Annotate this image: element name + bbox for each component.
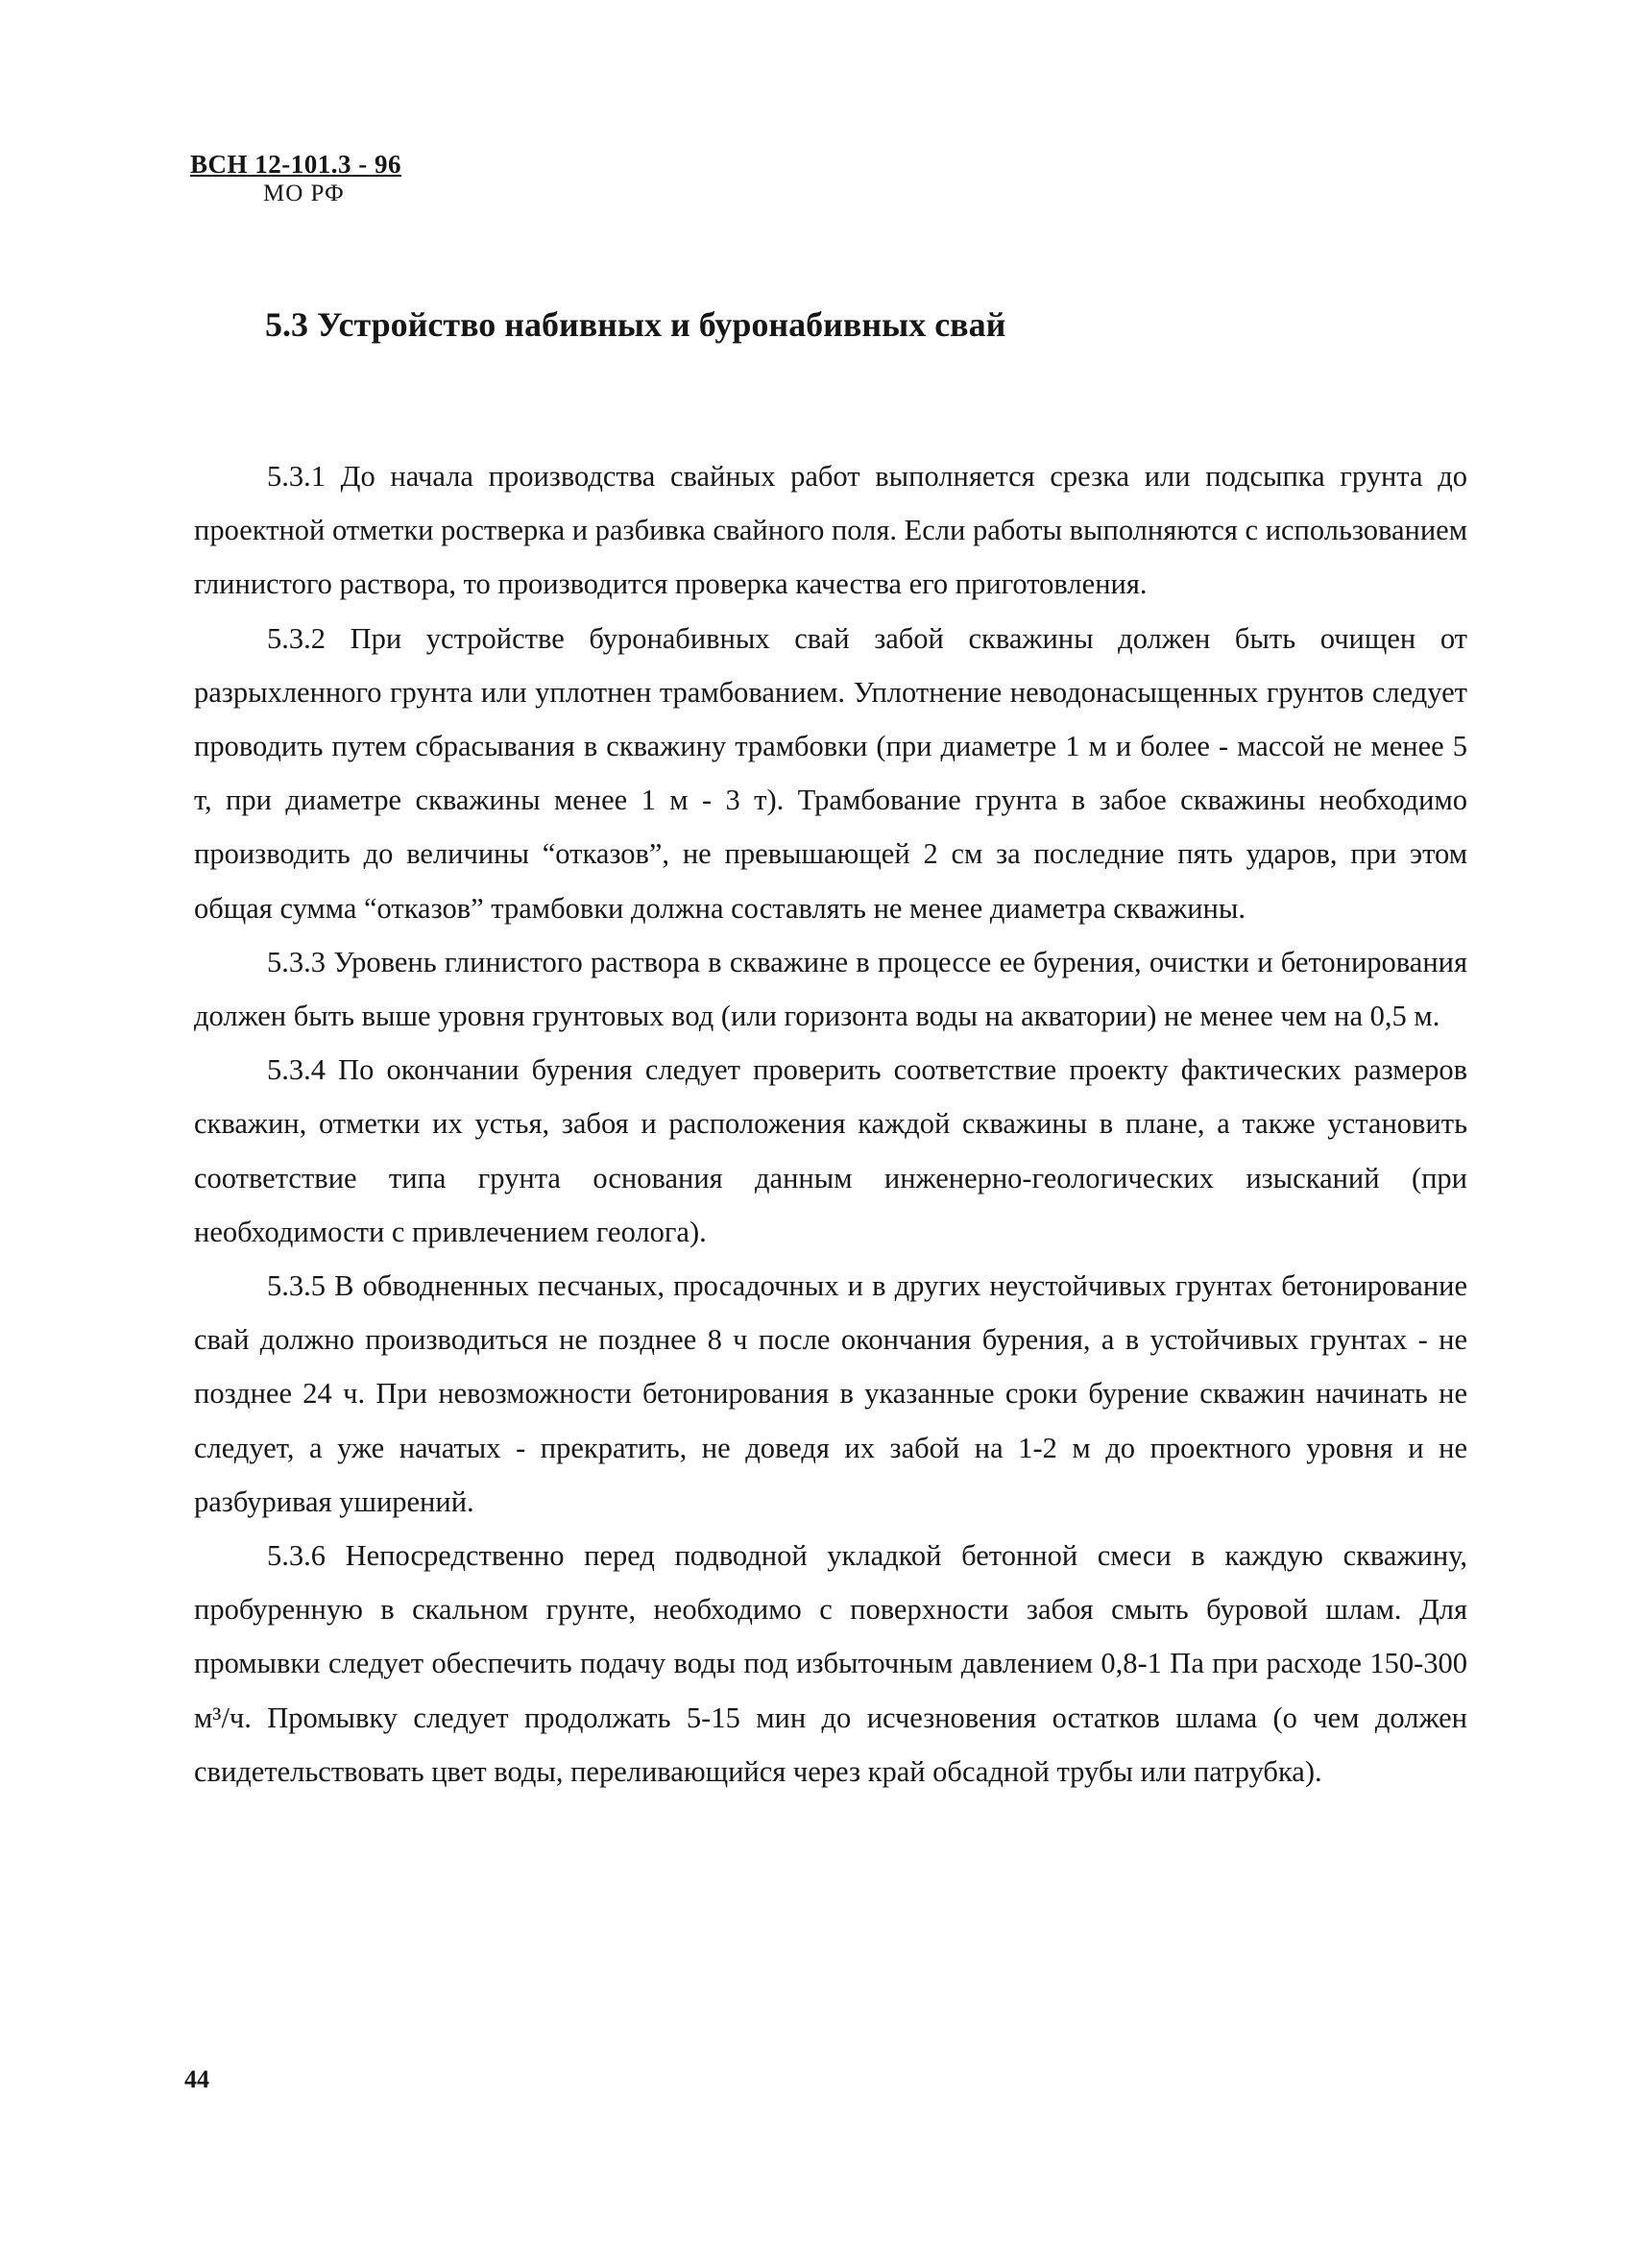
document-code: ВСН 12-101.3 - 96: [190, 150, 401, 179]
paragraph-5-3-6: 5.3.6 Непосредственно перед подводной укладкой бетонной смеси в каждую скважину, пробуренную в скальном грунте, необходимо с поверхности забоя смыть буровой шлам. Для промывки следует обеспечить подачу воды под избыточным давлением 0,8-1 Па при расходе 150-300 м³/ч. Промывку следует продолжать 5-15 мин до исчезновения остатков шлама (о чем должен свидетельствовать цвет воды, переливающийся через край обсадной трубы или патрубка).: [194, 1539, 1467, 1788]
paragraph-5-3-2: 5.3.2 При устройстве буронабивных свай забой скважины должен быть очищен от разрыхленного грунта или уплотнен трамбованием. Уплотнение неводонасыщенных грунтов следует проводить путем сбрасывания в скважину трамбовки (при диаметре 1 м и более - массой не менее 5 т, при диаметре скважины менее 1 м - 3 т). Трамбование грунта в забое скважины необходимо производить до величины “отказов”, не превышающей 2 см за последние пять ударов, при этом общая сумма “отказов” трамбовки должна составлять не менее диаметра скважины.: [194, 621, 1467, 925]
section-title: 5.3 Устройство набивных и буронабивных свай: [265, 305, 1006, 344]
document-organization: МО РФ: [263, 181, 345, 206]
paragraph-5-3-4: 5.3.4 По окончании бурения следует проверить соответствие проекту фактических размеров скважин, отметки их устья, забоя и расположения каждой скважины в плане, а также установить соответствие типа грунта основания данным инженерно-геологических изысканий (при необходимости с привлечением геолога).: [194, 1053, 1467, 1248]
page-number: 44: [184, 2065, 209, 2093]
paragraph-5-3-3: 5.3.3 Уровень глинистого раствора в скважине в процессе ее бурения, очистки и бетонирования должен быть выше уровня грунтовых вод (или горизонта воды на акватории) не менее чем на 0,5 м.: [194, 945, 1467, 1033]
paragraph-5-3-5: 5.3.5 В обводненных песчаных, просадочных и в других неустойчивых грунтах бетонирование свай должно производиться не позднее 8 ч после окончания бурения, а в устойчивых грунтах - не позднее 24 ч. При невозможности бетонирования в указанные сроки бурение скважин начинать не следует, а уже начатых - прекратить, не доведя их забой на 1-2 м до проектного уровня и не разбуривая уширений.: [194, 1269, 1467, 1518]
document-body: [194, 449, 1467, 1798]
paragraph-5-3-1: 5.3.1 До начала производства свайных работ выполняется срезка или подсыпка грунта до проектной отметки ростверка и разбивка свайного поля. Если работы выполняются с использованием глинистого раствора, то производится проверка качества его приготовления.: [194, 460, 1467, 601]
